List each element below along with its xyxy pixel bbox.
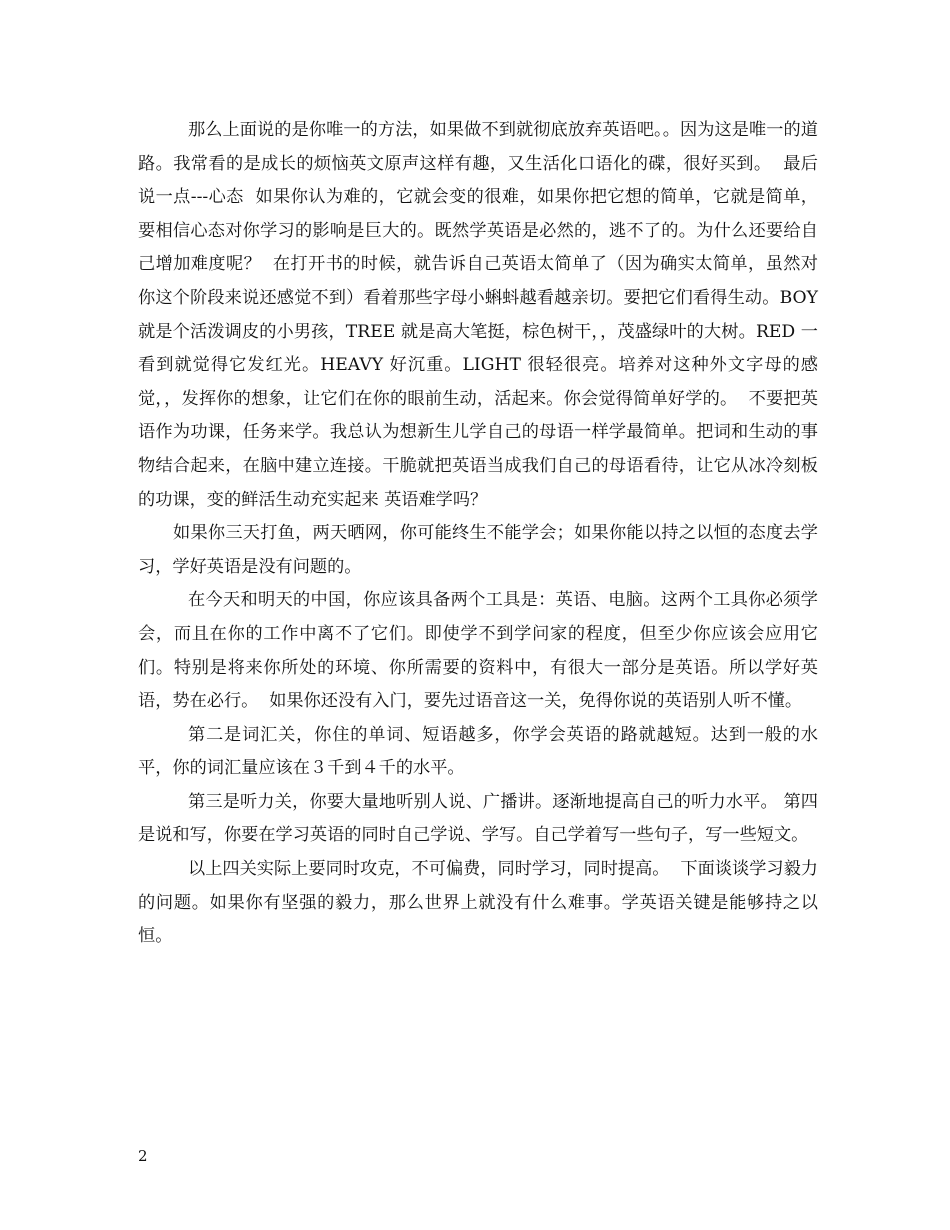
document-body: [138, 114, 824, 954]
paragraph-listening-writing: 第三是听力关，你要大量地听别人说、广播讲。逐渐地提高自己的听力水平。 第四是说和写，你要在学习英语的同时自己学说、学写。自己学着写一些句子，写一些短文。: [138, 791, 818, 846]
paragraph-vocabulary: 第二是词汇关，你住的单词、短语越多，你学会英语的路就越短。达到一般的水平，你的词汇量应该在３千到４千的水平。: [138, 724, 818, 779]
paragraph-mindset: 那么上面说的是你唯一的方法，如果做不到就彻底放弃英语吧。。因为这是唯一的道路。我常看的是成长的烦恼英文原声这样有趣，又生活化口语化的碟，很好买到。 最后说一点---心态 如果你认为难的，它就会变的很难，如果你把它想的简单，它就是简单，要相信心态对你学习的影响是巨大的。既然学英语是必然的，逃不了的。为什么还要给自己增加难度呢？ 在打开书的时候，就告诉自己英语太简单了（因为确实太简单，虽然对你这个阶段来说还感觉不到）看着那些字母小蝌蚪越看越亲切。要把它们看得生动。BOY 就是个活泼调皮的小男孩，TREE 就是高大笔挺，棕色树干，，茂盛绿叶的大树。RED 一看到就觉得它发红光。HEAVY 好沉重。LIGHT 很轻很亮。培养对这种外文字母的感觉，，发挥你的想象，让它们在你的眼前生动，活起来。你会觉得简单好学的。 不要把英语作为功课，任务来学。我总认为想新生儿学自己的母语一样学最简单。把词和生动的事物结合起来，在脑中建立连接。干脆就把英语当成我们自己的母语看待，让它从冰冷刻板的功课，变的鲜活生动充实起来 英语难学吗？: [138, 120, 824, 510]
page-number: 2: [138, 1147, 148, 1165]
paragraph-persistence: 如果你三天打鱼，两天晒网，你可能终生不能学会；如果你能以持之以恒的态度去学习，学好英语是没有问题的。: [138, 523, 818, 577]
paragraph-willpower: 以上四关实际上要同时攻克，不可偏费，同时学习，同时提高。 下面谈谈学习毅力的问题。如果你有坚强的毅力，那么世界上就没有什么难事。学英语关键是能够持之以恒。: [138, 859, 818, 947]
paragraph-two-tools: 在今天和明天的中国，你应该具备两个工具是：英语、电脑。这两个工具你必须学会，而且在你的工作中离不了它们。即使学不到学问家的程度，但至少你应该会应用它们。特别是将来你所处的环境、你所需要的资料中，有很大一部分是英语。所以学好英语，势在必行。 如果你还没有入门，要先过语音这一关，免得你说的英语别人听不懂。: [138, 590, 818, 712]
